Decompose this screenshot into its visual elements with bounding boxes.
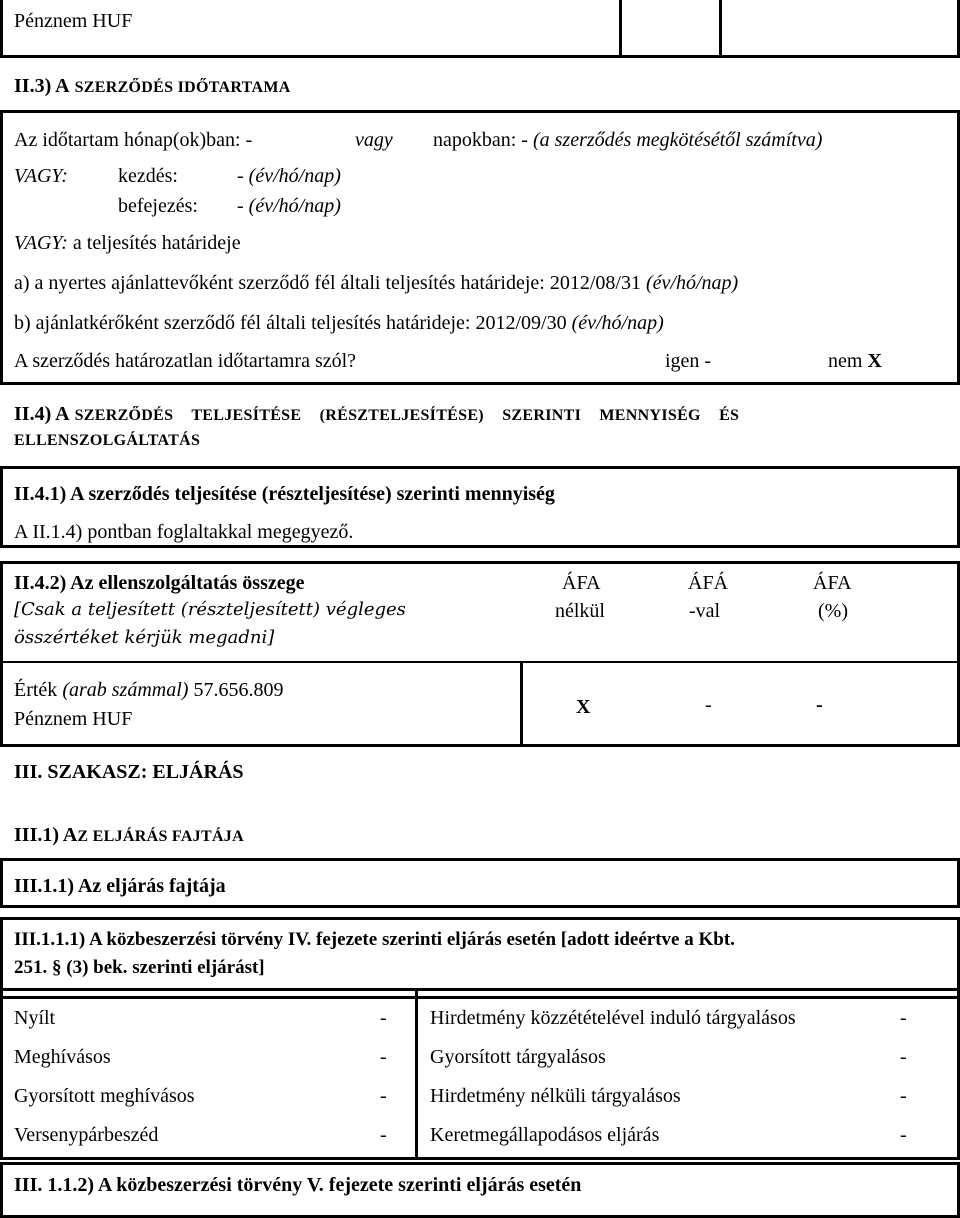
indefinite-no: nem X (828, 350, 882, 372)
list-item: Meghívásos (14, 1046, 111, 1068)
col-header-1a: ÁFA (562, 572, 601, 594)
s242-row-divider (0, 661, 960, 663)
top-row-divider-2 (719, 0, 722, 57)
s3112-heading: III. 1.1.2) A közbeszerzési törvény V. fejezete szerinti eljárás esetén (14, 1174, 582, 1196)
list-item-mark: - (900, 1046, 907, 1068)
list-item: Versenypárbeszéd (14, 1124, 159, 1146)
s3111-heading-2: 251. § (3) bek. szerinti eljárást] (14, 957, 265, 978)
list-item-mark: - (900, 1007, 907, 1029)
col-header-2a: ÁFÁ (688, 572, 729, 594)
list-item-mark: - (900, 1085, 907, 1107)
list-item: Keretmegállapodásos eljárás (430, 1124, 660, 1146)
list-item: Hirdetmény közzétételével induló tárgyalásos (430, 1007, 796, 1029)
indefinite-yes: igen - (665, 350, 712, 372)
s3111-heading-1: III.1.1.1) A közbeszerzési törvény IV. fejezete szerinti eljárás esetén [adott ideértve a Kbt. (14, 929, 735, 950)
s241-heading: II.4.1) A szerződés teljesítése (részteljesítése) szerinti mennyiség (14, 483, 555, 505)
list-item-mark: - (380, 1124, 387, 1146)
top-row-divider-1 (619, 0, 622, 57)
or-text: vagy (355, 129, 393, 151)
value-mark-3: - (816, 694, 823, 716)
top-row-table (0, 0, 960, 58)
list-item-mark: - (380, 1007, 387, 1029)
s311-heading: III.1.1) Az eljárás fajtája (14, 875, 226, 897)
s31-heading: III.1) AZ ELJÁRÁS FAJTÁJA (14, 824, 244, 846)
list-item: Nyílt (14, 1007, 56, 1029)
col-header-2b: -val (689, 600, 721, 622)
value-mark-1: X (576, 696, 591, 718)
deadline-a: a) a nyertes ajánlattevőként szerződő fél általi teljesítés határideje: 2012/08/31 (év/hó/nap) (14, 272, 739, 294)
s23-heading: II.3) A SZERZŐDÉS IDŐTARTAMA (14, 75, 291, 97)
list-item: Gyorsított meghívásos (14, 1085, 195, 1107)
value-mark-2: - (705, 694, 712, 716)
list-item-mark: - (900, 1124, 907, 1146)
end-label: befejezés: (118, 195, 198, 217)
s3-title: III. SZAKASZ: ELJÁRÁS (14, 761, 244, 783)
s242-note-1: [Csak a teljesített (részteljesített) végleges (14, 599, 406, 620)
vagy-1: VAGY: (14, 165, 68, 187)
procedure-col-divider (415, 988, 418, 1160)
value-row: Érték (arab számmal) 57.656.809 (14, 679, 284, 701)
list-item-mark: - (380, 1085, 387, 1107)
end-value: - (év/hó/nap) (237, 195, 341, 217)
top-currency: Pénznem HUF (14, 10, 133, 32)
s24-heading-line1: II.4) A SZERZŐDÉS TELJESÍTÉSE (RÉSZTELJESÍTÉSE) SZERINTI MENNYISÉG ÉS (14, 403, 740, 425)
s24-heading-line2: ELLENSZOLGÁLTATÁS (14, 432, 201, 449)
s242-note-2: összértéket kérjük megadni] (14, 627, 275, 648)
list-item: Hirdetmény nélküli tárgyalásos (430, 1085, 681, 1107)
col-header-3b: (%) (818, 600, 848, 622)
list-item: Gyorsított tárgyalásos (430, 1046, 606, 1068)
value-currency: Pénznem HUF (14, 708, 133, 730)
start-label: kezdés: (118, 165, 178, 187)
deadline-b: b) ajánlatkérőként szerződő fél általi teljesítés határideje: 2012/09/30 (év/hó/nap) (14, 312, 664, 334)
s241-text: A II.1.4) pontban foglaltakkal megegyező. (14, 521, 354, 543)
s242-heading: II.4.2) Az ellenszolgáltatás összege (14, 572, 305, 594)
list-item-mark: - (380, 1046, 387, 1068)
s242-col-divider (520, 661, 523, 747)
duration-days: napokban: - (a szerződés megkötésétől számítva) (433, 129, 823, 151)
indefinite-question: A szerződés határozatlan időtartamra szól? (14, 350, 357, 372)
duration-months: Az időtartam hónap(ok)ban: - (14, 129, 253, 151)
deadline-label: VAGY: a teljesítés határideje (14, 232, 241, 254)
start-value: - (év/hó/nap) (237, 165, 341, 187)
col-header-1b: nélkül (555, 600, 605, 622)
col-header-3a: ÁFA (813, 572, 852, 594)
